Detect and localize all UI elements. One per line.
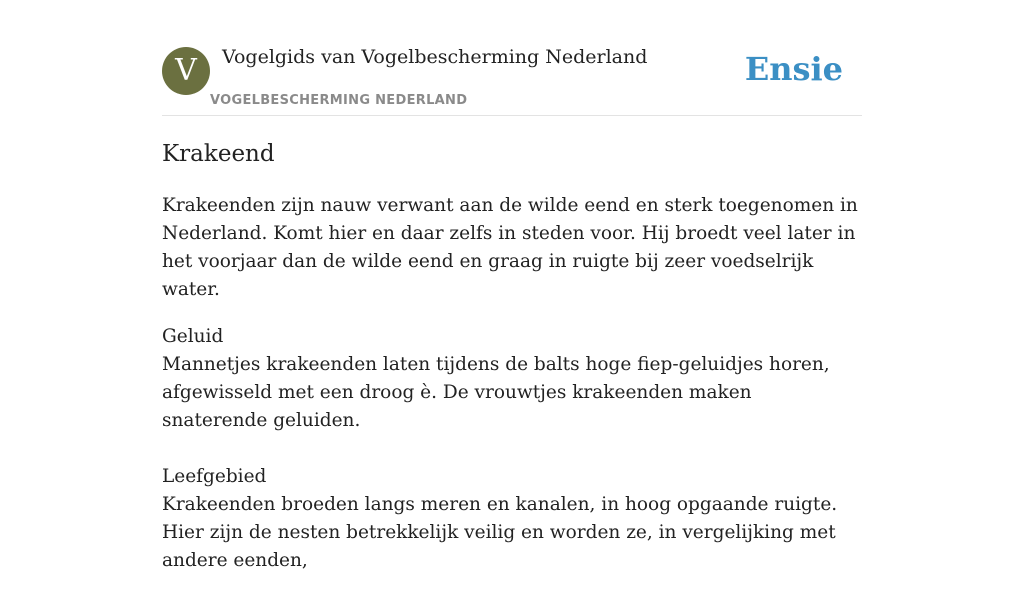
section-heading: Leefgebied — [162, 466, 267, 487]
article-title: Krakeend — [162, 141, 275, 167]
section-leefgebied — [162, 463, 862, 575]
source-title-link[interactable]: Vogelgids van Vogelbescherming Nederland — [222, 46, 648, 68]
source-subtitle: VOGELBESCHERMING NEDERLAND — [210, 93, 468, 108]
article-intro: Krakeenden zijn nauw verwant aan de wilde eend en sterk toegenomen in Nederland. Komt hier en daar zelfs in steden voor. Hij broedt veel later in het voorjaar dan de wilde eend en graag in ruigte bij zeer voedselrijk water. — [162, 195, 858, 300]
section-text: Krakeenden broeden langs meren en kanalen, in hoog opgaande ruigte. Hier zijn de nesten betrekkelijk veilig en worden ze, in vergelijking met andere eenden, — [162, 494, 838, 571]
source-header — [162, 0, 862, 116]
section-text: Mannetjes krakeenden laten tijdens de balts hoge fiep-geluidjes horen, afgewisseld met een droog è. De vrouwtjes krakeenden maken snaterende geluiden. — [162, 354, 830, 431]
article — [162, 138, 862, 603]
section-geluid — [162, 323, 862, 435]
section-heading: Geluid — [162, 326, 224, 347]
ensie-logo[interactable]: Ensie — [744, 50, 843, 88]
source-avatar[interactable]: V — [162, 47, 210, 95]
